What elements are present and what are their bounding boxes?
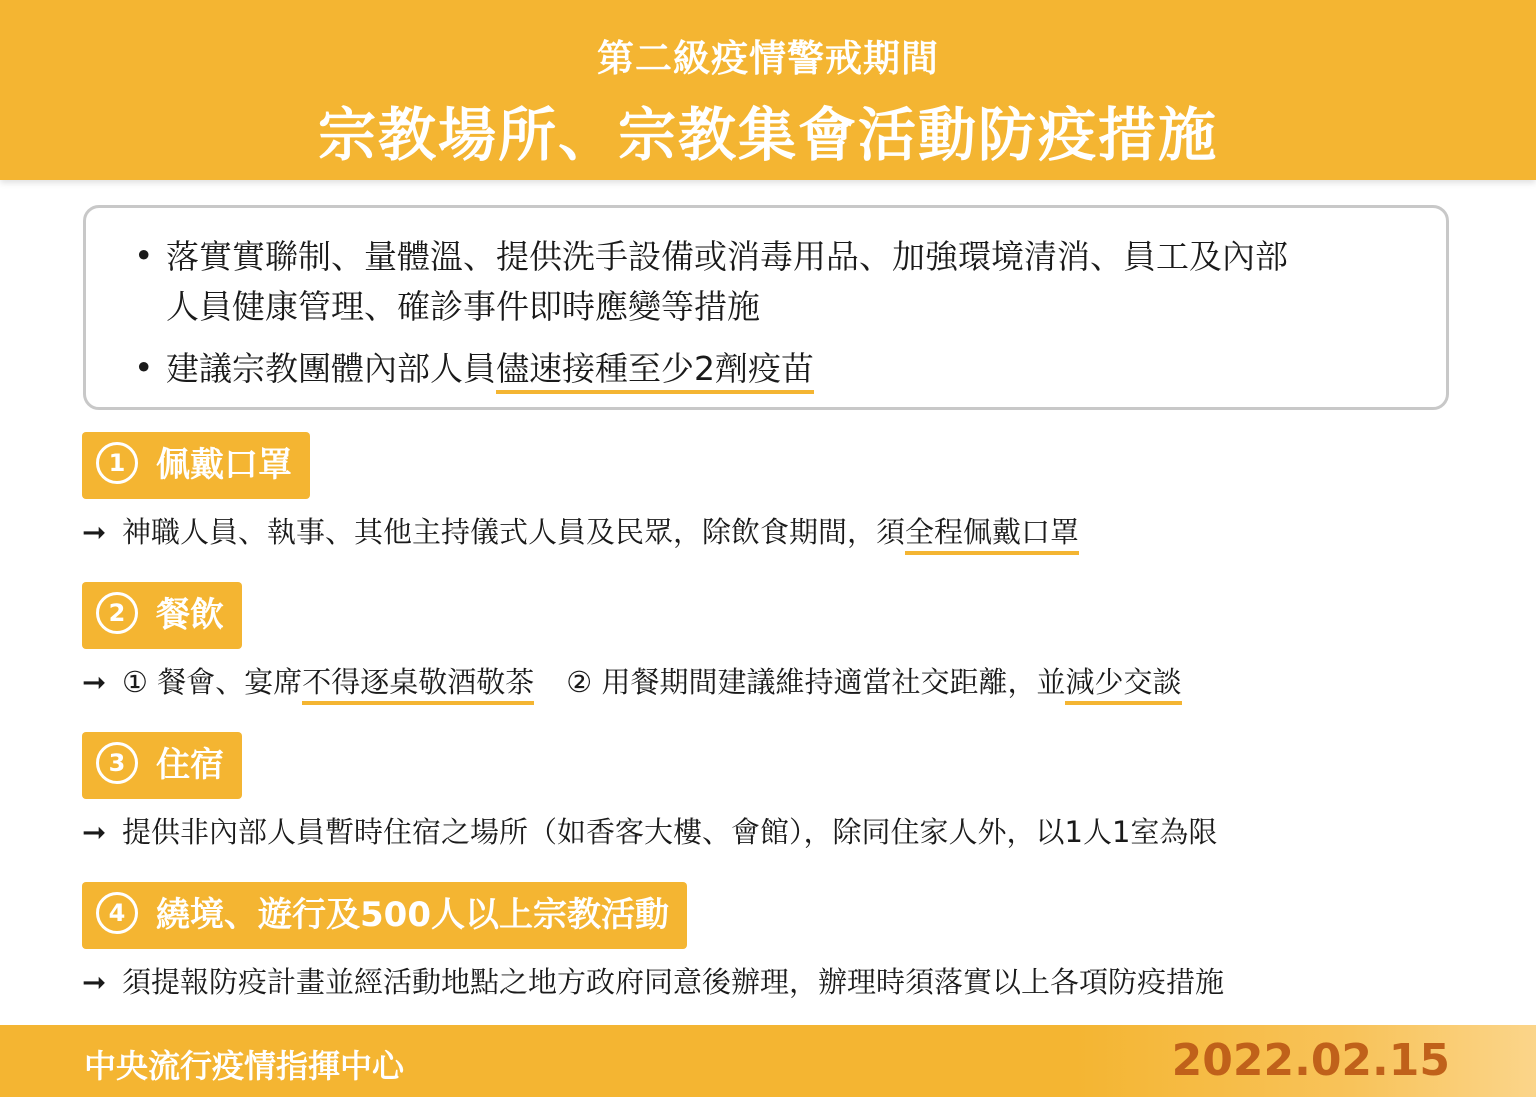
notice-item-1-line-2: 人員健康管理、確診事件即時應變等措施 <box>166 287 760 326</box>
section-3-detail <box>82 812 1217 852</box>
notice-item-2-highlight: 儘速接種至少2劑疫苗 <box>496 349 814 394</box>
footer-org: 中央流行疫情指揮中心 <box>84 1047 405 1085</box>
notice-item-2 <box>166 344 814 394</box>
section-2-detail-1-highlight: 不得逐桌敬酒敬茶 <box>302 665 534 705</box>
section-4-title: 繞境、遊行及500人以上宗教活動 <box>156 895 669 935</box>
section-1-title: 佩戴口罩 <box>156 445 292 485</box>
section-2-marker-2: ② <box>566 665 593 699</box>
footer-date: 2022.02.15 <box>1171 1035 1450 1086</box>
section-2-marker-1: ① <box>122 665 148 699</box>
section-1-detail-text: 神職人員、執事、其他主持儀式人員及民眾，除飲食期間，須 <box>122 515 906 549</box>
notice-item-1-line-1: 落實實聯制、量體溫、提供洗手設備或消毒用品、加強環境清消、員工及內部 <box>166 237 1288 276</box>
section-1-number: 1 <box>96 442 138 484</box>
page-subtitle: 第二級疫情警戒期間 <box>597 37 939 80</box>
section-3-number: 3 <box>96 742 138 784</box>
section-4-detail <box>82 962 1224 1002</box>
section-4-detail-text: 須提報防疫計畫並經活動地點之地方政府同意後辦理，辦理時須落實以上各項防疫措施 <box>122 965 1225 999</box>
section-2-label <box>82 582 242 649</box>
bullet-1: • <box>134 236 154 275</box>
section-3-detail-text: 提供非內部人員暫時住宿之場所（如香客大樓、會館），除同住家人外，以1人1室為限 <box>122 815 1218 849</box>
section-2-title: 餐飲 <box>156 595 224 635</box>
header-banner <box>0 0 1536 180</box>
section-2-detail-2-text: 用餐期間建議維持適當社交距離，並 <box>601 665 1066 699</box>
arrow-icon: ➞ <box>82 515 107 549</box>
section-1-detail <box>82 512 1079 552</box>
section-2-detail-1-text: 餐會、宴席 <box>157 665 303 699</box>
section-3-label <box>82 732 242 799</box>
arrow-icon: ➞ <box>82 965 107 999</box>
section-3-title: 住宿 <box>156 745 224 785</box>
section-1-label <box>82 432 310 499</box>
section-2-number: 2 <box>96 592 138 634</box>
section-2-detail <box>82 662 1182 702</box>
section-2-detail-2-highlight: 減少交談 <box>1065 665 1181 705</box>
section-4-number: 4 <box>96 892 138 934</box>
bullet-2: • <box>134 348 154 387</box>
arrow-icon: ➞ <box>82 665 107 699</box>
arrow-icon: ➞ <box>82 815 107 849</box>
section-1-detail-highlight: 全程佩戴口罩 <box>905 515 1079 555</box>
section-4-label <box>82 882 687 949</box>
notice-box <box>83 205 1449 410</box>
footer-bar <box>0 1025 1536 1097</box>
page-title: 宗教場所、宗教集會活動防疫措施 <box>317 101 1218 169</box>
notice-item-2-text: 建議宗教團體內部人員 <box>166 349 496 388</box>
